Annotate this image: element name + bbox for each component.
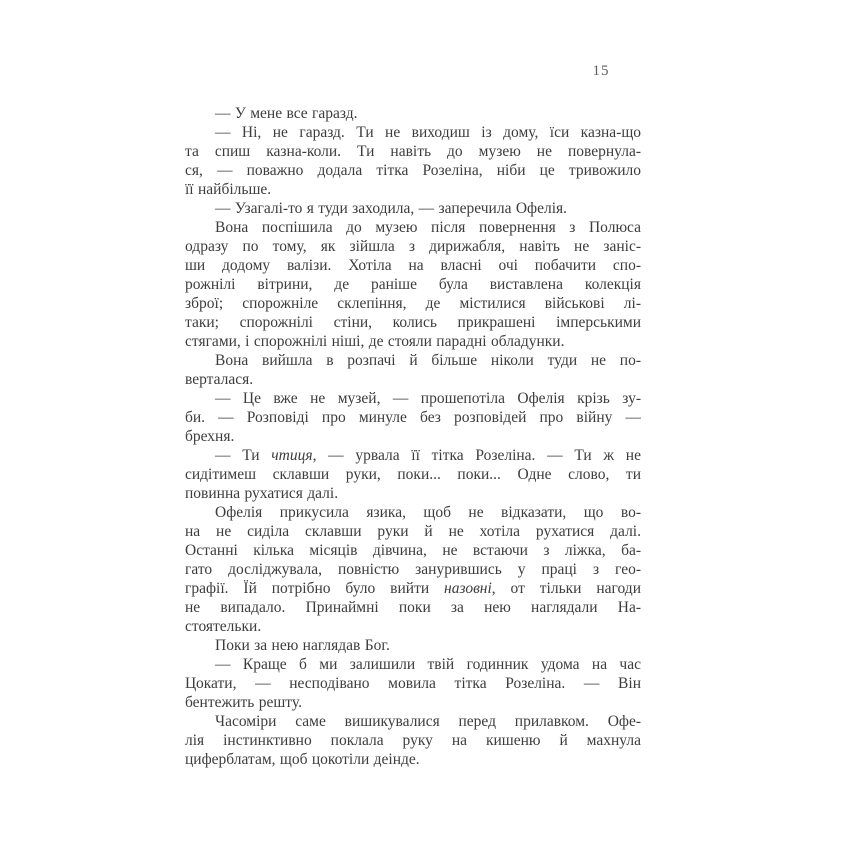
text-line bbox=[185, 218, 641, 237]
text-segment: сидітимеш склавши руки, поки... поки... Одне слово, ти bbox=[185, 466, 641, 483]
text-line bbox=[185, 104, 641, 123]
text-line bbox=[185, 731, 641, 750]
text-line bbox=[185, 199, 641, 218]
text-segment: , от тільки нагоди bbox=[491, 580, 641, 597]
text-segment: та спиш казна-коли. Ти навіть до музею не повернула- bbox=[185, 143, 641, 160]
text-line bbox=[185, 579, 641, 598]
text-segment: на не сиділа склавши руки й не хотіла рухатися далі. bbox=[185, 523, 641, 540]
text-segment: одразу по тому, як зійшла з дирижабля, навіть не заніс- bbox=[185, 238, 641, 255]
text-segment: Офелія прикусила язика, щоб не відказати, що во- bbox=[215, 504, 641, 521]
text-line bbox=[185, 446, 641, 465]
paragraph bbox=[185, 123, 641, 199]
text-line bbox=[185, 142, 641, 161]
text-segment: би. — Розповіді про минуле без розповідей про війну — bbox=[185, 409, 641, 426]
text-line bbox=[185, 693, 641, 712]
text-line bbox=[185, 636, 641, 655]
text-segment: — У мене все гаразд. bbox=[215, 105, 358, 122]
text-line bbox=[185, 484, 641, 503]
text-segment: ши додому валізи. Хотіла на власні очі побачити спо- bbox=[185, 257, 641, 274]
text-segment: , — урвала її тітка Розеліна. — Ти ж не bbox=[312, 447, 641, 464]
text-line bbox=[185, 389, 641, 408]
text-line bbox=[185, 256, 641, 275]
text-segment: верталася. bbox=[185, 371, 254, 388]
page-text bbox=[185, 104, 641, 769]
text-segment: Останні кілька місяців дівчина, не встаючи з ліжка, ба- bbox=[185, 542, 641, 559]
text-segment: таки; спорожнілі стіни, колись прикрашені імперськими bbox=[185, 314, 641, 331]
text-line bbox=[185, 313, 641, 332]
text-segment: брехня. bbox=[185, 428, 235, 445]
text-line bbox=[185, 332, 641, 351]
text-line bbox=[185, 427, 641, 446]
text-line bbox=[185, 351, 641, 370]
text-line bbox=[185, 123, 641, 142]
text-segment: Вона вийшла в розпачі й більше ніколи туди не по- bbox=[215, 352, 641, 369]
text-line bbox=[185, 237, 641, 256]
text-segment: зброї; спорожніле склепіння, де містилися військові лі- bbox=[185, 295, 641, 312]
paragraph bbox=[185, 655, 641, 712]
text-segment-italic: чтиця bbox=[271, 447, 313, 464]
text-segment: не випадало. Принаймні поки за нею наглядали На- bbox=[185, 599, 641, 616]
text-segment: стягами, і спорожнілі ніші, де стояли парадні обладунки. bbox=[185, 333, 565, 350]
text-segment: Часоміри саме вишикувалися перед прилавком. Офе- bbox=[215, 713, 641, 730]
text-segment: ся, — поважно додала тітка Розеліна, ніби це тривожило bbox=[185, 162, 641, 179]
text-line bbox=[185, 408, 641, 427]
text-segment-italic: назовні bbox=[444, 580, 492, 597]
text-line bbox=[185, 750, 641, 769]
text-segment: — Краще б ми залишили твій годинник удома на час bbox=[215, 656, 641, 673]
text-segment: — Ти bbox=[215, 447, 272, 464]
text-line bbox=[185, 617, 641, 636]
text-segment: лія інстинктивно поклала руку на кишеню й махнула bbox=[185, 732, 641, 749]
text-line bbox=[185, 275, 641, 294]
text-segment: — Це вже не музей, — прошепотіла Офелія крізь зу- bbox=[215, 390, 641, 407]
paragraph bbox=[185, 636, 641, 655]
text-segment: гато досліджувала, повністю занурившись у праці з гео- bbox=[185, 561, 641, 578]
text-segment: циферблатам, щоб цокотіли деінде. bbox=[185, 751, 420, 768]
paragraph bbox=[185, 712, 641, 769]
text-line bbox=[185, 674, 641, 693]
text-segment: повинна рухатися далі. bbox=[185, 485, 339, 502]
text-line bbox=[185, 712, 641, 731]
text-line bbox=[185, 522, 641, 541]
text-line bbox=[185, 465, 641, 484]
text-segment: стоятельки. bbox=[185, 618, 262, 635]
text-line bbox=[185, 598, 641, 617]
text-line bbox=[185, 560, 641, 579]
paragraph bbox=[185, 199, 641, 218]
paragraph bbox=[185, 446, 641, 503]
paragraph bbox=[185, 503, 641, 636]
text-segment: Цокати, — несподівано мовила тітка Розеліна. — Він bbox=[185, 675, 641, 692]
text-line bbox=[185, 503, 641, 522]
paragraph bbox=[185, 218, 641, 351]
text-segment: бентежить решту. bbox=[185, 694, 302, 711]
text-line bbox=[185, 655, 641, 674]
page-number: 15 bbox=[592, 63, 610, 79]
text-line bbox=[185, 161, 641, 180]
text-segment: Поки за нею наглядав Бог. bbox=[215, 637, 390, 654]
text-line bbox=[185, 294, 641, 313]
text-line bbox=[185, 541, 641, 560]
text-segment: графії. Їй потрібно було вийти bbox=[185, 580, 445, 597]
paragraph bbox=[185, 104, 641, 123]
text-line bbox=[185, 180, 641, 199]
text-segment: — Узагалі-то я туди заходила, — заперечила Офелія. bbox=[215, 200, 568, 217]
paragraph bbox=[185, 389, 641, 446]
paragraph bbox=[185, 351, 641, 389]
text-segment: — Ні, не гаразд. Ти не виходиш із дому, їси казна-що bbox=[215, 124, 641, 141]
text-line bbox=[185, 370, 641, 389]
text-segment: Вона поспішила до музею після повернення з Полюса bbox=[215, 219, 641, 236]
text-segment: її найбільше. bbox=[185, 181, 272, 198]
text-segment: рожнілі вітрини, де раніше була виставлена колекція bbox=[185, 276, 641, 293]
